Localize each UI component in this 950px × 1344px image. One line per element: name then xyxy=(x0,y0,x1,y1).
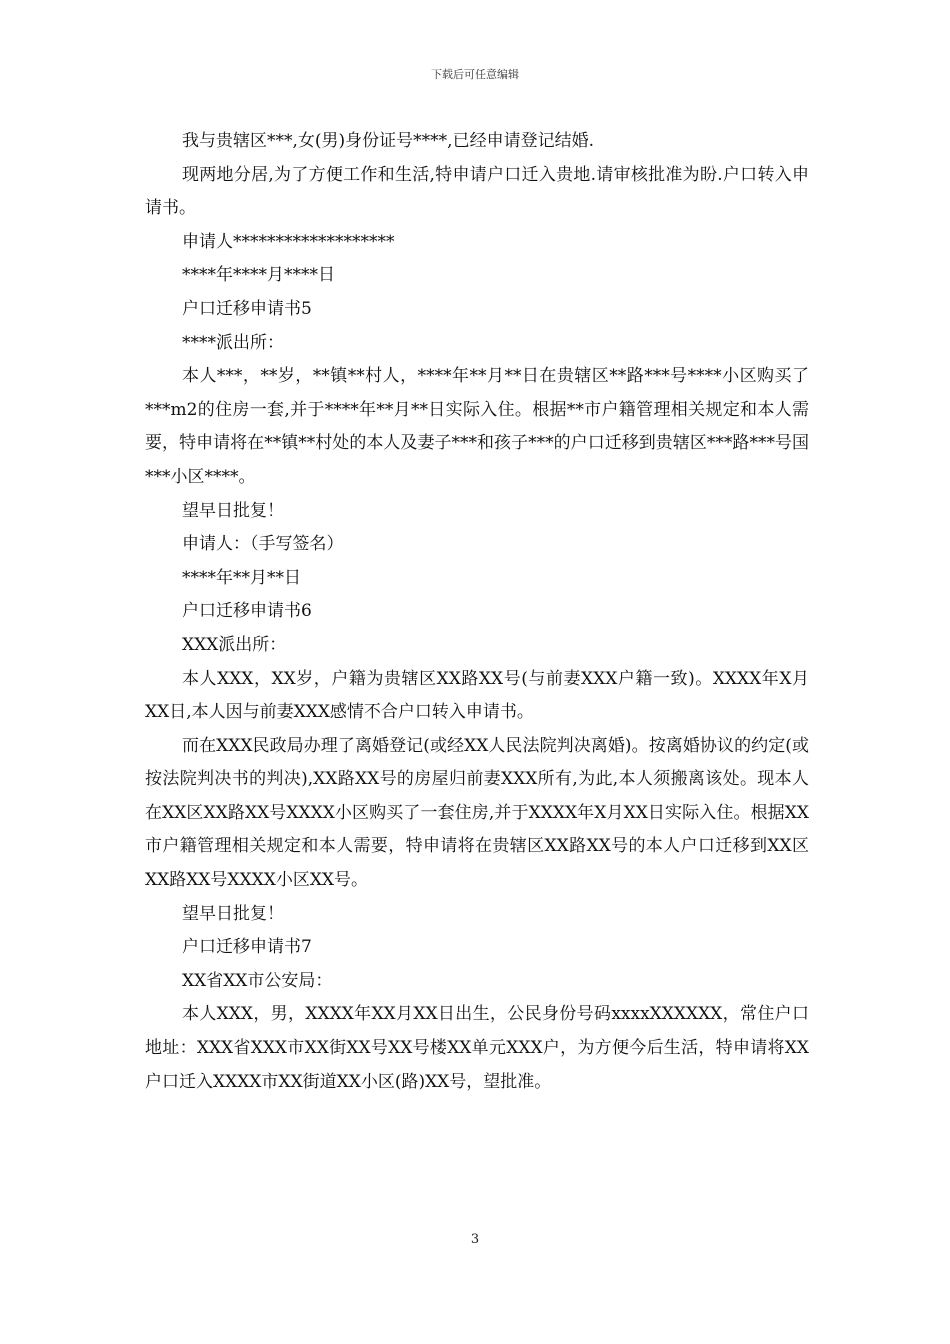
document-body xyxy=(145,125,809,1099)
paragraph: ****年**月**日 xyxy=(182,567,301,588)
section-title: 户口迁移申请书5 xyxy=(182,298,312,319)
paragraph: 望早日批复！ xyxy=(182,500,284,521)
paragraph: ****年****月****日 xyxy=(182,265,335,286)
paragraph: 申请人******************* xyxy=(182,231,395,252)
addressee: ****派出所： xyxy=(182,332,284,353)
paragraph: 现两地分居,为了方便工作和生活,特申请户口迁入贵地.请审核批准为盼.户口转入申请书。 xyxy=(145,164,809,219)
paragraph: 而在XXX民政局办理了离婚登记(或经XX人民法院判决离婚)。按离婚协议的约定(或按法院判决书的判决),XX路XX号的房屋归前妻XXX所有,为此,本人须搬离该处。现本人在XX区XX路XX号XXXX小区购买了一套住房,并于XXXX年X月XX日实际入住。根据XX市户籍管理相关规定和本人需要，特申请将在贵辖区XX路XX号的本人户口迁移到XX区XX路XX号XXXX小区XX号。 xyxy=(145,735,809,891)
paragraph: 本人***，**岁，**镇**村人，****年**月**日在贵辖区**路***号****小区购买了***m2的住房一套,并于****年**月**日实际入住。根据**市户籍管理相关规定和本人需要，特申请将在**镇**村处的本人及妻子***和孩子***的户口迁移到贵辖区***路***号国***小区****。 xyxy=(145,366,809,487)
paragraph: 本人XXX，男，XXXX年XX月XX日出生，公民身份号码xxxxXXXXXX，常住户口地址：XXX省XXX市XX街XX号XX号楼XX单元XXX户，为方便今后生活，特申请将XX户口迁入XXXX市XX街道XX小区(路)XX号，望批准。 xyxy=(145,1004,809,1092)
page-header: 下载后可任意编辑 xyxy=(431,68,519,81)
paragraph: 申请人：（手写签名） xyxy=(182,534,344,555)
addressee: XX省XX市公安局： xyxy=(182,970,333,991)
paragraph: 本人XXX，XX岁，户籍为贵辖区XX路XX号(与前妻XXX户籍一致)。XXXX年X月XX日,本人因与前妻XXX感情不合户口转入申请书。 xyxy=(145,668,809,723)
section-title: 户口迁移申请书7 xyxy=(182,937,312,958)
paragraph: 我与贵辖区***,女(男)身份证号****,已经申请登记结婚. xyxy=(182,131,594,151)
paragraph: 望早日批复！ xyxy=(182,903,284,924)
addressee: XXX派出所： xyxy=(182,634,287,655)
section-title: 户口迁移申请书6 xyxy=(182,601,312,622)
page-number: 3 xyxy=(470,1232,480,1247)
